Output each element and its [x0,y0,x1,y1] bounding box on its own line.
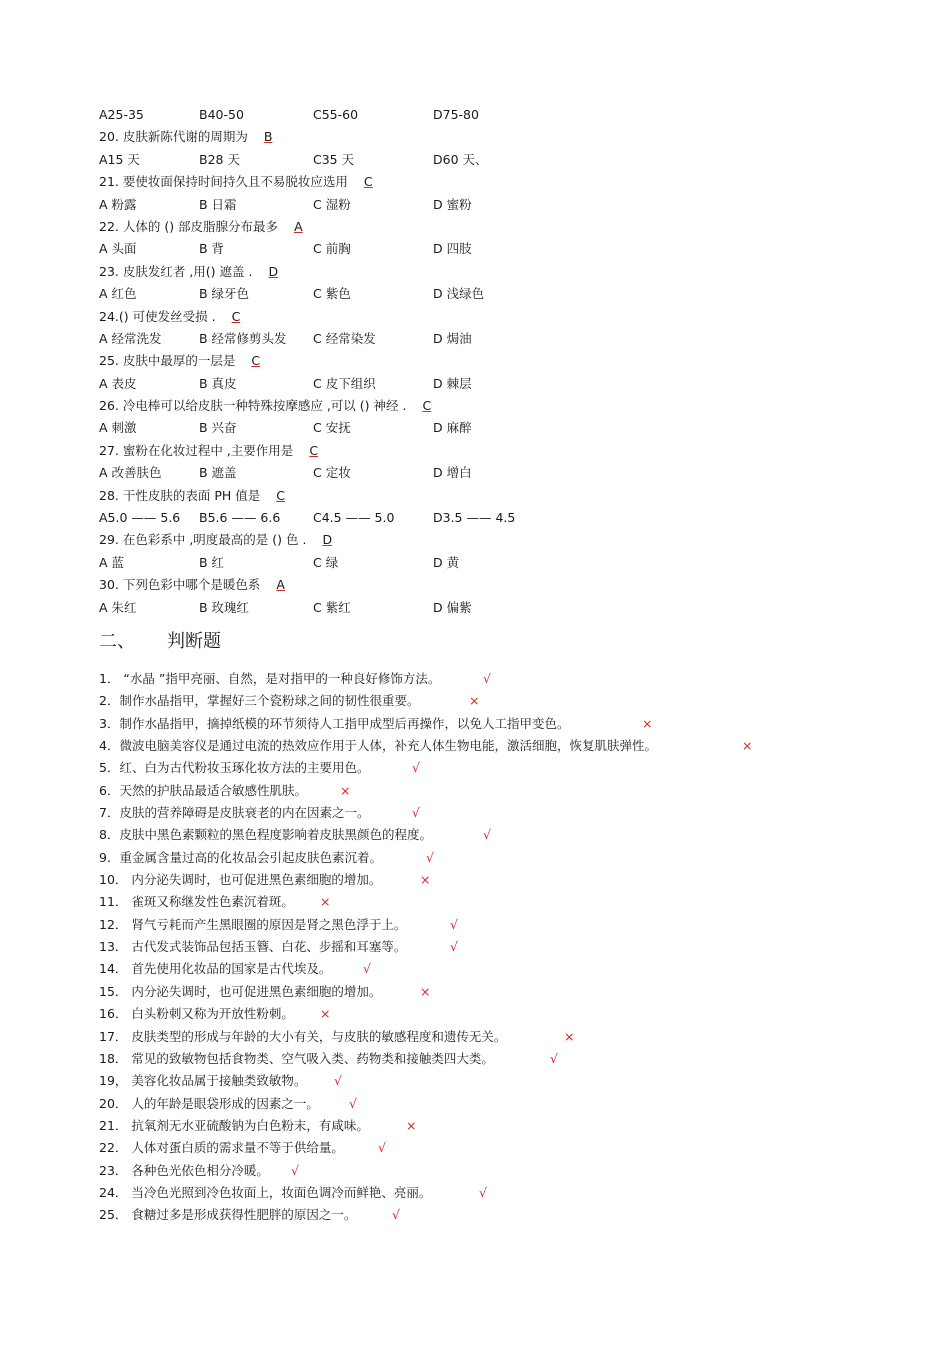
option-text: D 焗油 [433,330,472,346]
check-mark: √ [412,805,420,821]
cross-mark: × [469,693,480,709]
multiple-choice-section [99,104,879,619]
statement-text: 13． 古代发式装饰品包括玉簪、白花、步摇和耳塞等。 [99,939,407,955]
cross-mark: × [406,1117,417,1133]
answer-letter: A [294,218,303,234]
statement-text: 14． 首先使用化妆品的国家是古代埃及。 [99,961,332,977]
option-text: A 朱红 [99,599,137,615]
check-mark: √ [334,1073,342,1089]
question-text: 23. 皮肤发红者 ,用() 遮盖 . [99,263,253,279]
question-row [99,529,879,551]
check-mark: √ [479,1184,487,1200]
options-row [99,328,879,350]
check-mark: √ [450,916,458,932]
options-row [99,597,879,619]
option-text: A 表皮 [99,375,137,391]
statement-text: 3．制作水晶指甲，摘掉纸模的环节须待人工指甲成型后再操作，以免人工指甲变色。 [99,715,570,731]
statement-text: 7．皮肤的营养障碍是皮肤衰老的内在因素之一。 [99,805,370,821]
statement-text: 2．制作水晶指甲，掌握好三个瓷粉球之间的韧性很重要。 [99,693,420,709]
cross-mark: × [420,983,431,999]
option-text: D60 天、 [433,151,488,167]
answer-letter: D [322,532,333,548]
option-text: C 皮下组织 [313,375,376,391]
judgement-row [99,869,879,891]
question-text: 25. 皮肤中最厚的一层是 [99,353,236,369]
judgement-row [99,1026,879,1048]
option-text: A25-35 [99,107,144,122]
judgement-row [99,958,879,980]
option-text: D 增白 [433,465,472,481]
option-text: C 紫色 [313,286,351,302]
judgement-row [99,1048,879,1070]
statement-text: 12． 肾气亏耗而产生黑眼圈的原因是肾之黑色浮于上。 [99,916,407,932]
option-text: D 蜜粉 [433,196,472,212]
judgement-row [99,690,879,712]
question-row [99,440,879,462]
question-row [99,350,879,372]
option-text: C35 天 [313,151,355,167]
question-text: 22. 人体的 () 部皮脂腺分布最多 [99,218,279,234]
option-text: B 遮盖 [199,465,237,481]
check-mark: √ [378,1140,386,1156]
judgement-row [99,757,879,779]
option-text: C55-60 [313,107,359,122]
options-row [99,238,879,260]
check-mark: √ [392,1207,400,1223]
cross-mark: × [564,1028,575,1044]
question-text: 24.() 可使发丝受损 . [99,308,216,324]
cross-mark: × [742,738,753,754]
statement-text: 8．皮肤中黑色素颗粒的黑色程度影响着皮肤黑颜色的程度。 [99,827,432,843]
answer-letter: A [276,577,285,593]
check-mark: √ [450,939,458,955]
judgement-row [99,1115,879,1137]
option-text: B 玫瑰红 [199,599,250,615]
question-row [99,485,879,507]
option-text: A 刺激 [99,420,137,436]
check-mark: √ [426,849,434,865]
judgement-row [99,1003,879,1025]
option-text: D 黄 [433,554,460,570]
statement-text: 10． 内分泌失调时，也可促进黑色素细胞的增加。 [99,872,382,888]
judgement-row [99,668,879,690]
option-text: D75-80 [433,107,479,122]
statement-text: 22． 人体对蛋白质的需求量不等于供给量。 [99,1140,344,1156]
cross-mark: × [340,782,351,798]
statement-text: 11． 雀斑又称继发性色素沉着斑。 [99,894,294,910]
question-row [99,126,879,148]
statement-text: 15． 内分泌失调时，也可促进黑色素细胞的增加。 [99,983,382,999]
statement-text: 21． 抗氧剂无水亚硫酸钠为白色粉末，有咸味。 [99,1117,369,1133]
section-title: 判断题 [167,631,221,652]
judgement-row [99,713,879,735]
judgement-row [99,824,879,846]
judgement-row [99,847,879,869]
option-text: C 前胸 [313,241,351,257]
option-text: A 粉露 [99,196,137,212]
option-text: A 蓝 [99,554,125,570]
question-text: 21. 要使妆面保持时间持久且不易脱妆应选用 [99,174,348,190]
options-row [99,104,879,126]
option-text: D 棘层 [433,375,472,391]
option-text: B40-50 [199,107,244,122]
statement-text: 17． 皮肤类型的形成与年龄的大小有关，与皮肤的敏感程度和遗传无关。 [99,1028,507,1044]
options-row [99,149,879,171]
answer-letter: C [231,308,241,324]
statement-text: 6．天然的护肤品最适合敏感性肌肤。 [99,782,307,798]
option-text: A5.0 —— 5.6 [99,510,181,526]
check-mark: √ [483,671,491,686]
question-text: 30. 下列色彩中哪个是暖色系 [99,577,261,593]
option-text: B 红 [199,554,225,570]
option-text: D 麻醉 [433,420,472,436]
check-mark: √ [349,1095,357,1111]
judgement-row [99,891,879,913]
judgement-row [99,1204,879,1226]
check-mark: √ [412,760,420,776]
option-text: A15 天 [99,151,140,167]
option-text: B 绿牙色 [199,286,250,302]
option-text: D 四肢 [433,241,472,257]
option-text: C 经常染发 [313,330,376,346]
options-row [99,373,879,395]
option-text: C 绿 [313,554,339,570]
question-text: 29. 在色彩系中 ,明度最高的是 () 色 . [99,532,307,548]
question-row [99,306,879,328]
judgement-row [99,1070,879,1092]
judgement-row [99,780,879,802]
section-number: 二、 [99,631,135,652]
answer-letter: C [422,398,432,414]
option-text: B 背 [199,241,225,257]
statement-text: 25． 食糖过多是形成获得性肥胖的原因之一。 [99,1207,357,1223]
option-text: D3.5 —— 4.5 [433,510,516,526]
option-text: A 改善肤色 [99,465,162,481]
judgement-row [99,1137,879,1159]
judgement-row [99,936,879,958]
option-text: C4.5 —— 5.0 [313,510,395,526]
statement-text: 18． 常见的致敏物包括食物类、空气吸入类、药物类和接触类四大类。 [99,1050,494,1066]
question-text: 28. 干性皮肤的表面 PH 值是 [99,487,261,503]
question-row [99,216,879,238]
options-row [99,194,879,216]
judgement-row [99,1160,879,1182]
section-heading [99,628,221,656]
answer-letter: D [268,263,279,279]
check-mark: √ [483,827,491,843]
option-text: B5.6 —— 6.6 [199,510,281,526]
option-text: C 紫红 [313,599,351,615]
answer-letter: B [263,129,273,145]
cross-mark: × [642,715,653,731]
judgement-row [99,914,879,936]
option-text: B28 天 [199,151,240,167]
answer-letter: C [363,174,373,190]
judgement-row [99,981,879,1003]
judgement-row [99,735,879,757]
statement-text: 16． 白头粉刺又称为开放性粉刺。 [99,1006,294,1022]
check-mark: √ [363,961,371,977]
question-text: 27. 蜜粉在化妆过程中 ,主要作用是 [99,442,294,458]
option-text: C 安抚 [313,420,351,436]
question-text: 20. 皮肤新陈代谢的周期为 [99,129,248,145]
options-row [99,507,879,529]
option-text: B 真皮 [199,375,237,391]
cross-mark: × [320,894,331,910]
option-text: D 偏紫 [433,599,472,615]
option-text: D 浅绿色 [433,286,485,302]
statement-text: 9．重金属含量过高的化妆品会引起皮肤色素沉着。 [99,849,382,865]
answer-letter: C [309,442,319,458]
statement-text: 19， 美容化妆品属于接触类致敏物。 [99,1073,307,1089]
answer-letter: C [251,353,261,369]
option-text: B 经常修剪头发 [199,330,287,346]
answer-letter: C [276,487,285,503]
options-row [99,417,879,439]
option-text: C 湿粉 [313,196,351,212]
option-text: A 头面 [99,241,137,257]
options-row [99,283,879,305]
statement-text: 23． 各种色光依色相分冷暖。 [99,1162,269,1178]
statement-text: 5．红、白为古代粉妆玉琢化妆方法的主要用色。 [99,760,370,776]
question-row [99,261,879,283]
cross-mark: × [420,872,431,888]
statement-text: 4．微波电脑美容仪是通过电流的热效应作用于人体，补充人体生物电能，激活细胞，恢复肌肤弹性。 [99,738,657,754]
option-text: A 红色 [99,286,137,302]
question-row [99,395,879,417]
option-text: C 定妆 [313,465,351,481]
question-row [99,171,879,193]
options-row [99,462,879,484]
judgement-row [99,1182,879,1204]
option-text: B 日霜 [199,196,237,212]
option-text: A 经常洗发 [99,330,162,346]
true-false-section [99,668,879,1227]
cross-mark: × [320,1006,331,1022]
statement-text: 1． “水晶 ”指甲亮丽、自然，是对指甲的一种良好修饰方法。 [99,671,441,686]
statement-text: 24． 当冷色光照到冷色妆面上，妆面色调冷而鲜艳、亮丽。 [99,1184,432,1200]
question-row [99,574,879,596]
check-mark: √ [291,1162,299,1178]
judgement-row [99,1093,879,1115]
options-row [99,552,879,574]
statement-text: 20． 人的年龄是眼袋形成的因素之一。 [99,1095,319,1111]
judgement-row [99,802,879,824]
check-mark: √ [550,1050,558,1066]
option-text: B 兴奋 [199,420,237,436]
question-text: 26. 冷电棒可以给皮肤一种特殊按摩感应 ,可以 () 神经 . [99,398,407,414]
